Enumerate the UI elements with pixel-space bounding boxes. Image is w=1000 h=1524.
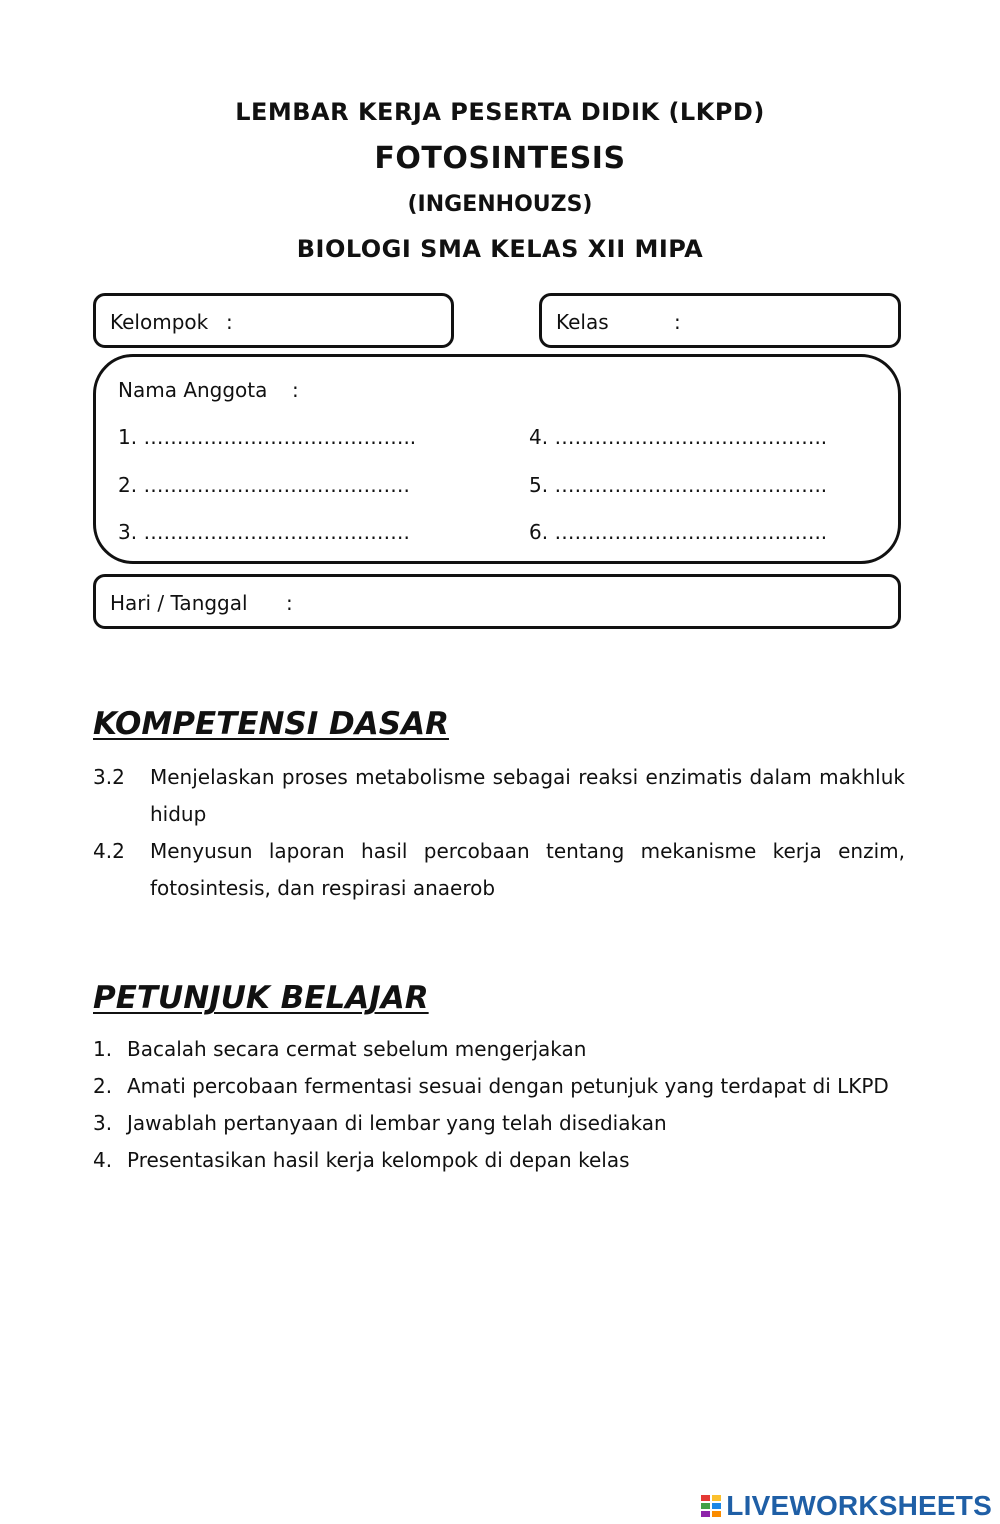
kelas-colon: :: [674, 310, 681, 334]
member-line-4[interactable]: 4. …………………………………..: [529, 425, 828, 449]
kompetensi-number: 3.2: [93, 765, 125, 789]
kelompok-colon: :: [226, 310, 233, 334]
tanggal-field[interactable]: [93, 574, 901, 629]
petunjuk-number: 2.: [93, 1074, 113, 1098]
petunjuk-text: Amati percobaan fermentasi sesuai dengan petunjuk yang terdapat di LKPD: [127, 1074, 889, 1098]
liveworksheets-watermark: [700, 1490, 992, 1522]
petunjuk-item: [93, 1105, 905, 1142]
kompetensi-number: 4.2: [93, 839, 125, 863]
petunjuk-text: Bacalah secara cermat sebelum mengerjakan: [127, 1037, 587, 1061]
kelompok-label: Kelompok: [110, 310, 209, 334]
nama-anggota-label: Nama Anggota: [118, 378, 268, 402]
petunjuk-number: 4.: [93, 1148, 113, 1172]
petunjuk-list: [93, 1031, 905, 1179]
kompetensi-list: [93, 759, 905, 907]
petunjuk-text: Jawablah pertanyaan di lembar yang telah disediakan: [127, 1111, 667, 1135]
kelompok-field[interactable]: [93, 293, 454, 348]
petunjuk-number: 3.: [93, 1111, 113, 1135]
kompetensi-heading: KOMPETENSI DASAR: [93, 706, 449, 742]
petunjuk-heading: PETUNJUK BELAJAR: [93, 980, 429, 1016]
member-line-1[interactable]: 1. …………………………………..: [118, 425, 417, 449]
kompetensi-text: Menyusun laporan hasil percobaan tentang mekanisme kerja enzim, fotosintesis, dan respirasi anaerob: [150, 839, 905, 900]
tanggal-colon: :: [286, 591, 293, 615]
liveworksheets-text: LIVEWORKSHEETS: [726, 1490, 992, 1521]
petunjuk-text: Presentasikan hasil kerja kelompok di depan kelas: [127, 1148, 630, 1172]
title-topic: FOTOSINTESIS: [374, 141, 626, 176]
kelas-field[interactable]: [539, 293, 901, 348]
nama-anggota-colon: :: [292, 378, 299, 402]
petunjuk-item: [93, 1068, 905, 1105]
kompetensi-text: Menjelaskan proses metabolisme sebagai reaksi enzimatis dalam makhluk hidup: [150, 765, 905, 826]
member-line-2[interactable]: 2. ………………………………….: [118, 473, 410, 497]
tanggal-label: Hari / Tanggal: [110, 591, 248, 615]
title-lkpd: LEMBAR KERJA PESERTA DIDIK (LKPD): [235, 98, 765, 126]
kelas-label: Kelas: [556, 310, 609, 334]
petunjuk-number: 1.: [93, 1037, 113, 1061]
liveworksheets-logo-icon: [700, 1493, 724, 1519]
nama-anggota-box: [93, 354, 901, 564]
petunjuk-item: [93, 1142, 905, 1179]
title-subject: BIOLOGI SMA KELAS XII MIPA: [296, 235, 704, 263]
title-subtopic: (INGENHOUZS): [407, 192, 593, 217]
member-line-3[interactable]: 3. ………………………………….: [118, 520, 410, 544]
member-line-5[interactable]: 5. …………………………………..: [529, 473, 828, 497]
petunjuk-item: [93, 1031, 905, 1068]
kompetensi-item: [93, 833, 905, 907]
kompetensi-item: [93, 759, 905, 833]
member-line-6[interactable]: 6. …………………………………..: [529, 520, 828, 544]
